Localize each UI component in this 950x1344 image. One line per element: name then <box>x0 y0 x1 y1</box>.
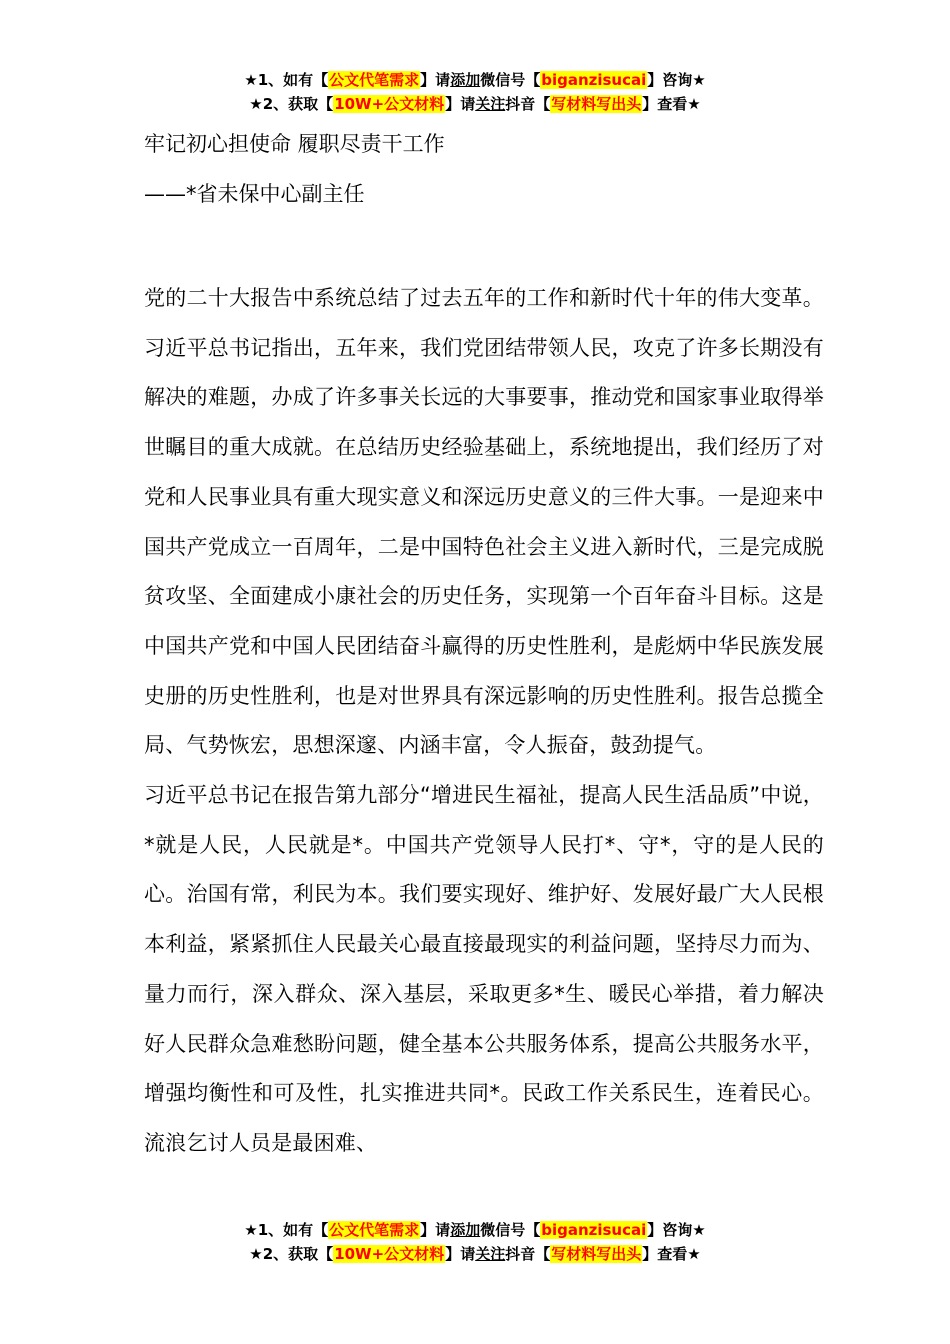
promo-highlight: biganzisucai <box>541 71 647 89</box>
promo-highlight: 公文代笔需求 <box>329 1221 420 1239</box>
promo-highlight: 10W+公文材料 <box>334 1245 445 1263</box>
promo-text: ★1、如有【 <box>244 1221 329 1239</box>
promo-underlined-text: 关注 <box>475 95 506 113</box>
promo-text: 】请 <box>445 1245 476 1263</box>
promo-highlight: 公文代笔需求 <box>329 71 420 89</box>
promo-text: 】查看★ <box>642 1245 701 1263</box>
promo-line-2 <box>0 92 950 116</box>
promo-underlined-text: 关注 <box>475 1245 506 1263</box>
document-title: 牢记初心担使命 履职尽责干工作 <box>144 132 445 156</box>
promo-underlined-text: 添加 <box>450 1221 481 1239</box>
promo-line-1 <box>0 68 950 92</box>
promo-text: 抖音【 <box>505 95 551 113</box>
promo-line-2 <box>0 1242 950 1266</box>
document-subtitle: ——*省未保中心副主任 <box>144 182 365 206</box>
promo-text: ★2、获取【 <box>249 95 334 113</box>
promo-banner-bottom <box>0 1218 950 1266</box>
promo-text: 】查看★ <box>642 95 701 113</box>
promo-text: 】请 <box>420 1221 451 1239</box>
document-body <box>144 128 824 1169</box>
promo-text: 抖音【 <box>505 1245 551 1263</box>
promo-text: 微信号【 <box>480 71 541 89</box>
promo-text: ★1、如有【 <box>244 71 329 89</box>
promo-highlight: biganzisucai <box>541 1221 647 1239</box>
body-paragraph-1: 党的二十大报告中系统总结了过去五年的工作和新时代十年的伟大变革。习近平总书记指出，五年来，我们党团结带领人民，攻克了许多长期没有解决的难题，办成了许多事关长远的大事要事，推动党和国家事业取得举世瞩目的重大成就。在总结历史经验基础上，系统地提出，我们经历了对党和人民事业具有重大现实意义和深远历史意义的三件大事。一是迎来中国共产党成立一百周年，二是中国特色社会主义进入新时代，三是完成脱贫攻坚、全面建成小康社会的历史任务，实现第一个百年奋斗目标。这是中国共产党和中国人民团结奋斗赢得的历史性胜利，是彪炳中华民族发展史册的历史性胜利，也是对世界具有深远影响的历史性胜利。报告总揽全局、气势恢宏，思想深邃、内涵丰富，令人振奋，鼓劲提气。 <box>144 286 824 758</box>
promo-text: 】请 <box>420 71 451 89</box>
promo-highlight: 写材料写出头 <box>551 1245 642 1263</box>
promo-text: 微信号【 <box>480 1221 541 1239</box>
promo-underlined-text: 添加 <box>450 71 481 89</box>
promo-text: 】请 <box>445 95 476 113</box>
promo-highlight: 写材料写出头 <box>551 95 642 113</box>
body-paragraph-2: 习近平总书记在报告第九部分“增进民生福祉，提高人民生活品质”中说，*就是人民，人民就是*。中国共产党领导人民打*、守*，守的是人民的心。治国有常，利民为本。我们要实现好、维护好、发展好最广大人民根本利益，紧紧抓住人民最关心最直接最现实的利益问题，坚持尽力而为、量力而行，深入群众、深入基层，采取更多*生、暖民心举措，着力解决好人民群众急难愁盼问题，健全基本公共服务体系，提高公共服务水平，增强均衡性和可及性，扎实推进共同*。民政工作关系民生，连着民心。流浪乞讨人员是最困难、 <box>144 783 824 1155</box>
promo-text: ★2、获取【 <box>249 1245 334 1263</box>
promo-highlight: 10W+公文材料 <box>334 95 445 113</box>
promo-line-1 <box>0 1218 950 1242</box>
promo-text: 】咨询★ <box>647 1221 706 1239</box>
promo-text: 】咨询★ <box>647 71 706 89</box>
promo-banner-top <box>0 68 950 116</box>
